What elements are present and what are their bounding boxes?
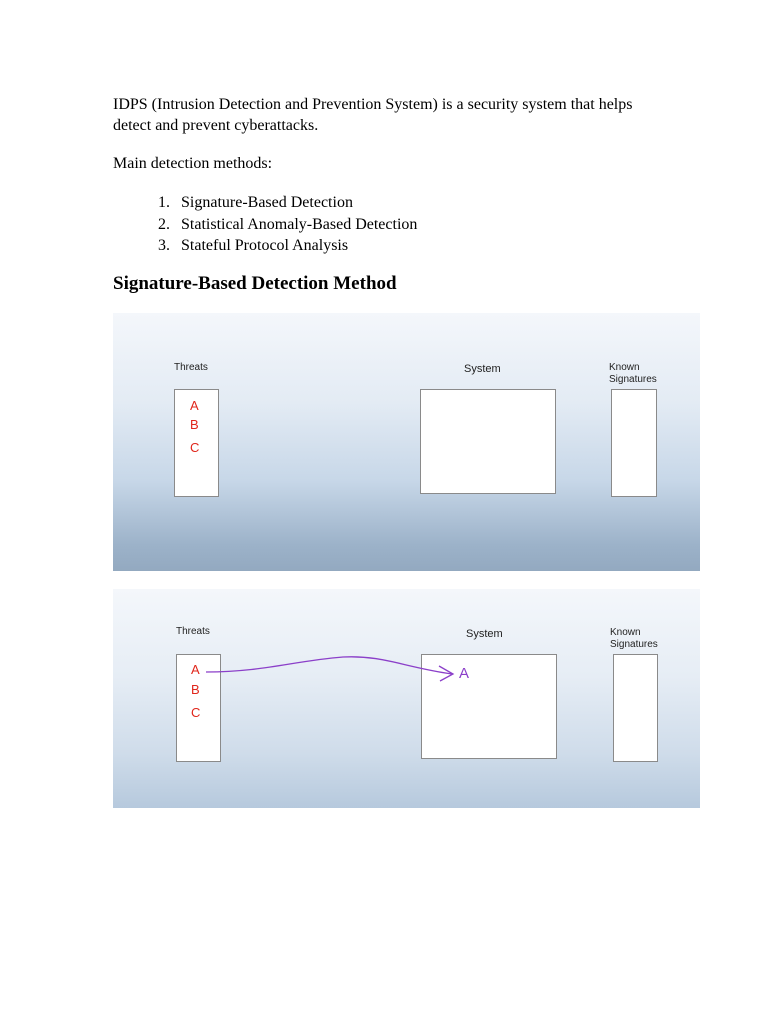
section-heading: Signature-Based Detection Method — [113, 273, 397, 294]
list-number: 2. — [158, 215, 170, 233]
list-item — [158, 214, 417, 236]
known-signatures-label: Known Signatures — [609, 362, 657, 385]
list-item-label: Stateful Protocol Analysis — [181, 237, 349, 254]
list-number: 3. — [158, 237, 170, 254]
threat-a: A — [190, 398, 199, 413]
system-label: System — [466, 628, 503, 640]
known-signatures-box — [611, 389, 657, 497]
signature-diagram-1 — [113, 313, 700, 571]
known-signatures-label: Known Signatures — [610, 627, 658, 650]
threat-c: C — [190, 440, 200, 455]
attack-arrow — [113, 589, 700, 808]
intro-paragraph: IDPS (Intrusion Detection and Prevention System) is a security system that helps detect and prevent cyberattacks. — [113, 96, 633, 134]
list-item — [158, 192, 417, 214]
list-item — [158, 235, 417, 257]
threat-c: C — [191, 705, 201, 720]
system-box — [420, 389, 556, 494]
system-label: System — [464, 363, 501, 375]
methods-title: Main detection methods: — [113, 155, 273, 172]
threat-b: B — [191, 682, 200, 697]
methods-list — [158, 192, 417, 257]
threats-label: Threats — [174, 362, 208, 373]
threats-label: Threats — [176, 626, 210, 637]
list-number: 1. — [158, 194, 170, 211]
list-item-label: Statistical Anomaly-Based Detection — [181, 215, 418, 233]
threat-b: B — [190, 417, 199, 432]
arrived-threat-a: A — [459, 665, 470, 682]
list-item-label: Signature-Based Detection — [181, 194, 353, 211]
threat-a: A — [191, 662, 200, 677]
signature-diagram-2 — [113, 589, 700, 808]
